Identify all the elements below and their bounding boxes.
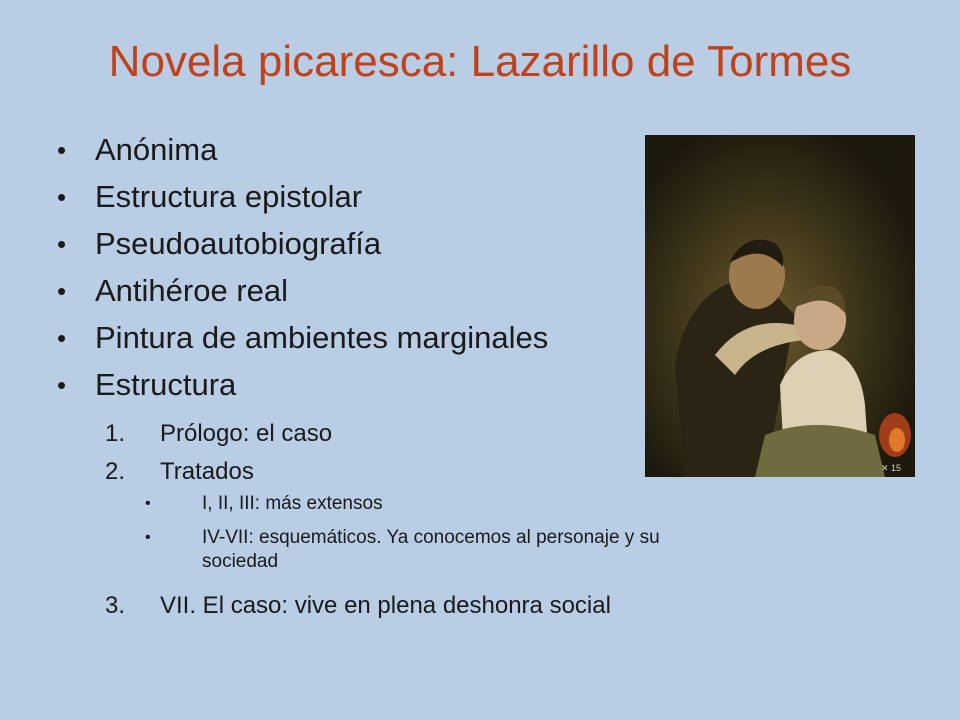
item-number: 2. [105, 458, 126, 485]
bullet-item [57, 128, 657, 175]
bullet-text: Pseudoautobiografía [95, 226, 382, 261]
bullet-text: Pintura de ambientes marginales [95, 320, 549, 355]
bullet-item [57, 269, 657, 316]
bullet-marker: • [145, 495, 151, 512]
sub-bullet-text: IV-VII: esquemáticos. Ya conocemos al personaje y su sociedad [202, 527, 660, 572]
bullet-text: Anónima [95, 132, 218, 167]
bullet-item [57, 175, 657, 222]
slide-title: Novela picaresca: Lazarillo de Tormes [108, 37, 852, 86]
item-text: VII. El caso: vive en plena deshonra social [160, 592, 611, 619]
bullet-item [57, 316, 657, 363]
bullet-text: Estructura [95, 367, 237, 402]
painting-image [645, 135, 915, 477]
painting-art [645, 135, 915, 477]
svg-text:✕ 15: ✕ 15 [881, 463, 902, 473]
numbered-item [105, 588, 805, 626]
bullet-marker: • [57, 370, 67, 400]
item-text: Tratados [160, 458, 254, 485]
bullet-item [57, 222, 657, 269]
sub-bullet-item [105, 526, 805, 588]
bullet-marker: • [57, 182, 67, 212]
bullet-marker: • [57, 135, 67, 165]
bullet-item [57, 363, 657, 410]
item-number: 3. [105, 592, 126, 619]
bullet-marker: • [57, 323, 67, 353]
bullet-marker: • [145, 529, 151, 546]
bullet-list [57, 128, 657, 410]
bullet-text: Antihéroe real [95, 273, 289, 308]
sub-bullet-text: I, II, III: más extensos [202, 493, 383, 514]
bullet-marker: • [57, 229, 67, 259]
sub-bullet-item [105, 492, 805, 526]
bullet-text: Estructura epistolar [95, 179, 363, 214]
item-number: 1. [105, 420, 126, 447]
item-text: Prólogo: el caso [160, 420, 333, 447]
bullet-marker: • [57, 276, 67, 306]
